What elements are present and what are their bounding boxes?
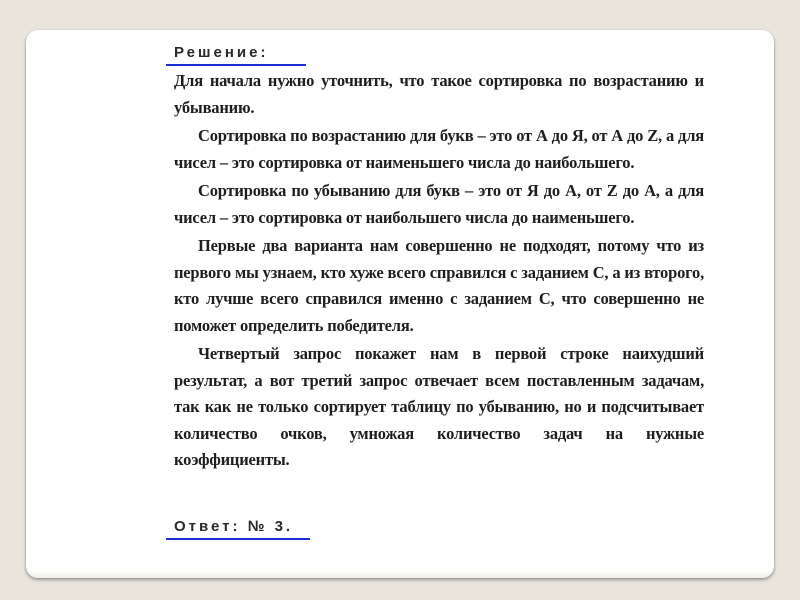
solution-heading [174, 42, 704, 64]
answer-text: Ответ: № 3. [174, 518, 294, 535]
answer-underline [166, 538, 310, 540]
slide-card [26, 30, 774, 578]
heading-underline [166, 64, 306, 66]
paragraph-2 [174, 123, 704, 176]
paragraph-3-text: Сортировка по убыванию для букв – это от Я до А, от Z до А, а для чисел – это сортировка от наибольшего числа до наименьшего. [174, 181, 704, 227]
document-body [174, 42, 704, 476]
paragraph-1 [174, 68, 704, 121]
paragraph-4 [174, 233, 704, 339]
paragraph-2-text: Сортировка по возрастанию для букв – это от А до Я, от А до Z, а для чисел – это сортировка от наименьшего числа до наибольшего. [174, 126, 704, 172]
solution-heading-text: Решение: [174, 44, 269, 61]
paragraph-5-text: Четвертый запрос покажет нам в первой строке наихудший результат, а вот третий запрос отвечает всем поставленным задачам, так как не только сортирует таблицу по убыванию, но и подсчитывает количество очков, умножая количество задач на нужные коэффициенты. [174, 344, 704, 469]
paragraph-1-text: Для начала нужно уточнить, что такое сортировка по возрастанию и убыванию. [174, 71, 704, 117]
answer [174, 518, 293, 535]
paragraph-3 [174, 178, 704, 231]
paragraph-4-text: Первые два варианта нам совершенно не подходят, потому что из первого мы узнаем, кто хуже всего справился с заданием С, а из второго, кто лучше всего справился именно с заданием С, что совершенно не поможет определить победителя. [174, 236, 704, 335]
paragraph-5 [174, 341, 704, 474]
slide-bottom-edge [26, 570, 774, 578]
